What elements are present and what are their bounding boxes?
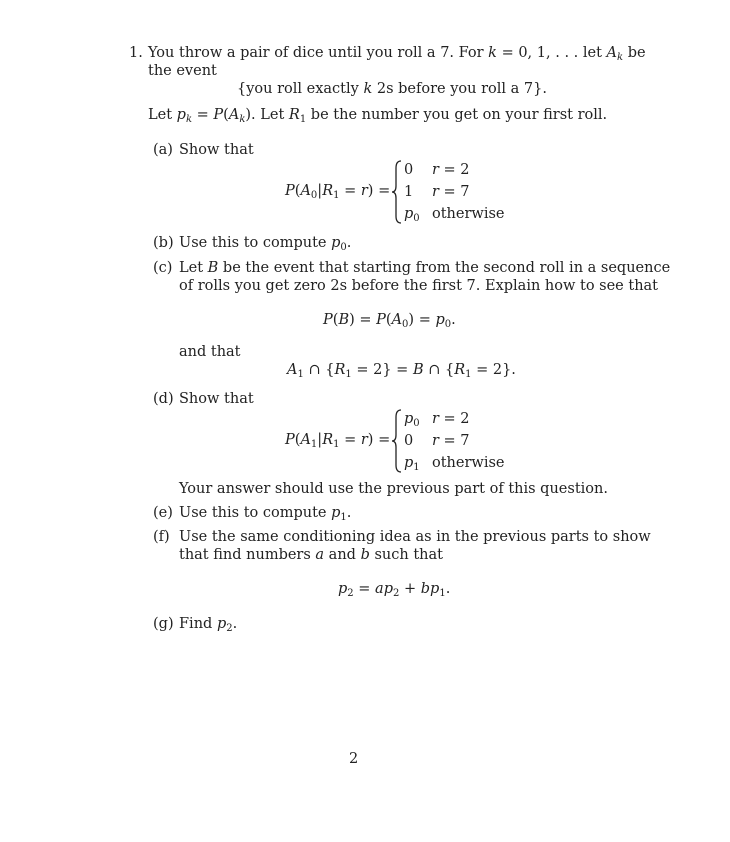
part-f-equation: $p_2 = ap_2 + bp_1$. <box>338 581 451 599</box>
problem-intro-line1: You throw a pair of dice until you roll a 7. For k = 0, 1, . . . let $A_k$ be <box>148 45 646 63</box>
part-c-line1: Let B be the event that starting from the second roll in a sequence <box>179 260 671 276</box>
part-a-case-1-cond: r = 2 <box>432 162 470 178</box>
part-g-text: Find $p_2$. <box>179 616 238 634</box>
part-e-text: Use this to compute $p_1$. <box>179 505 352 523</box>
part-a-case-2-value: 1 <box>404 184 414 200</box>
part-d-lhs: $P(A_1|R_1 = r)$ = <box>285 432 391 450</box>
part-d-case-2-value: 0 <box>404 433 414 449</box>
problem-number: 1. <box>129 45 143 61</box>
part-e-label: (e) <box>153 505 173 521</box>
part-g-label: (g) <box>153 616 174 632</box>
part-c-and: and that <box>179 344 241 360</box>
part-d-case-1-value: $p_0$ <box>404 411 420 429</box>
part-f-line1: Use the same conditioning idea as in the previous parts to show <box>179 529 651 545</box>
part-a-label: (a) <box>153 142 173 158</box>
part-c-equation-1: $P(B) = P(A_0) = p_0$. <box>323 312 456 330</box>
part-a-case-3-value: $p_0$ <box>404 206 420 224</box>
part-d-label: (d) <box>153 391 174 407</box>
part-d-text: Show that <box>179 391 254 407</box>
part-a-case-2-cond: r = 7 <box>432 184 470 200</box>
part-d-case-3-value: $p_1$ <box>404 455 420 473</box>
part-d-case-1-cond: r = 2 <box>432 411 470 427</box>
part-d-note: Your answer should use the previous part of this question. <box>179 481 608 497</box>
part-a-case-3-cond: otherwise <box>432 206 505 222</box>
problem-intro-line2: the event <box>148 63 217 79</box>
page-number: 2 <box>349 751 359 767</box>
part-d-case-2-cond: r = 7 <box>432 433 470 449</box>
part-a-lhs: $P(A_0|R_1 = r)$ = <box>285 183 391 201</box>
event-definition: {you roll exactly k 2s before you roll a 7}. <box>237 81 547 97</box>
part-c-line2: of rolls you get zero 2s before the first 7. Explain how to see that <box>179 278 659 294</box>
part-b-label: (b) <box>153 235 174 251</box>
part-d-brace <box>391 409 403 473</box>
part-b-text: Use this to compute $p_0$. <box>179 235 352 253</box>
part-a-text: Show that <box>179 142 254 158</box>
part-f-label: (f) <box>153 529 170 545</box>
part-c-equation-2: $A_1$ ∩ $\{R_1 = 2\} = B$ ∩ $\{R_1 = 2\}$. <box>287 362 516 380</box>
part-c-label: (c) <box>153 260 173 276</box>
part-d-case-3-cond: otherwise <box>432 455 505 471</box>
part-a-case-1-value: 0 <box>404 162 414 178</box>
part-a-brace <box>391 160 403 224</box>
part-f-line2: that find numbers a and b such that <box>179 547 443 563</box>
let-line: Let $p_k = P(A_k)$. Let $R_1$ be the number you get on your first roll. <box>148 107 608 125</box>
